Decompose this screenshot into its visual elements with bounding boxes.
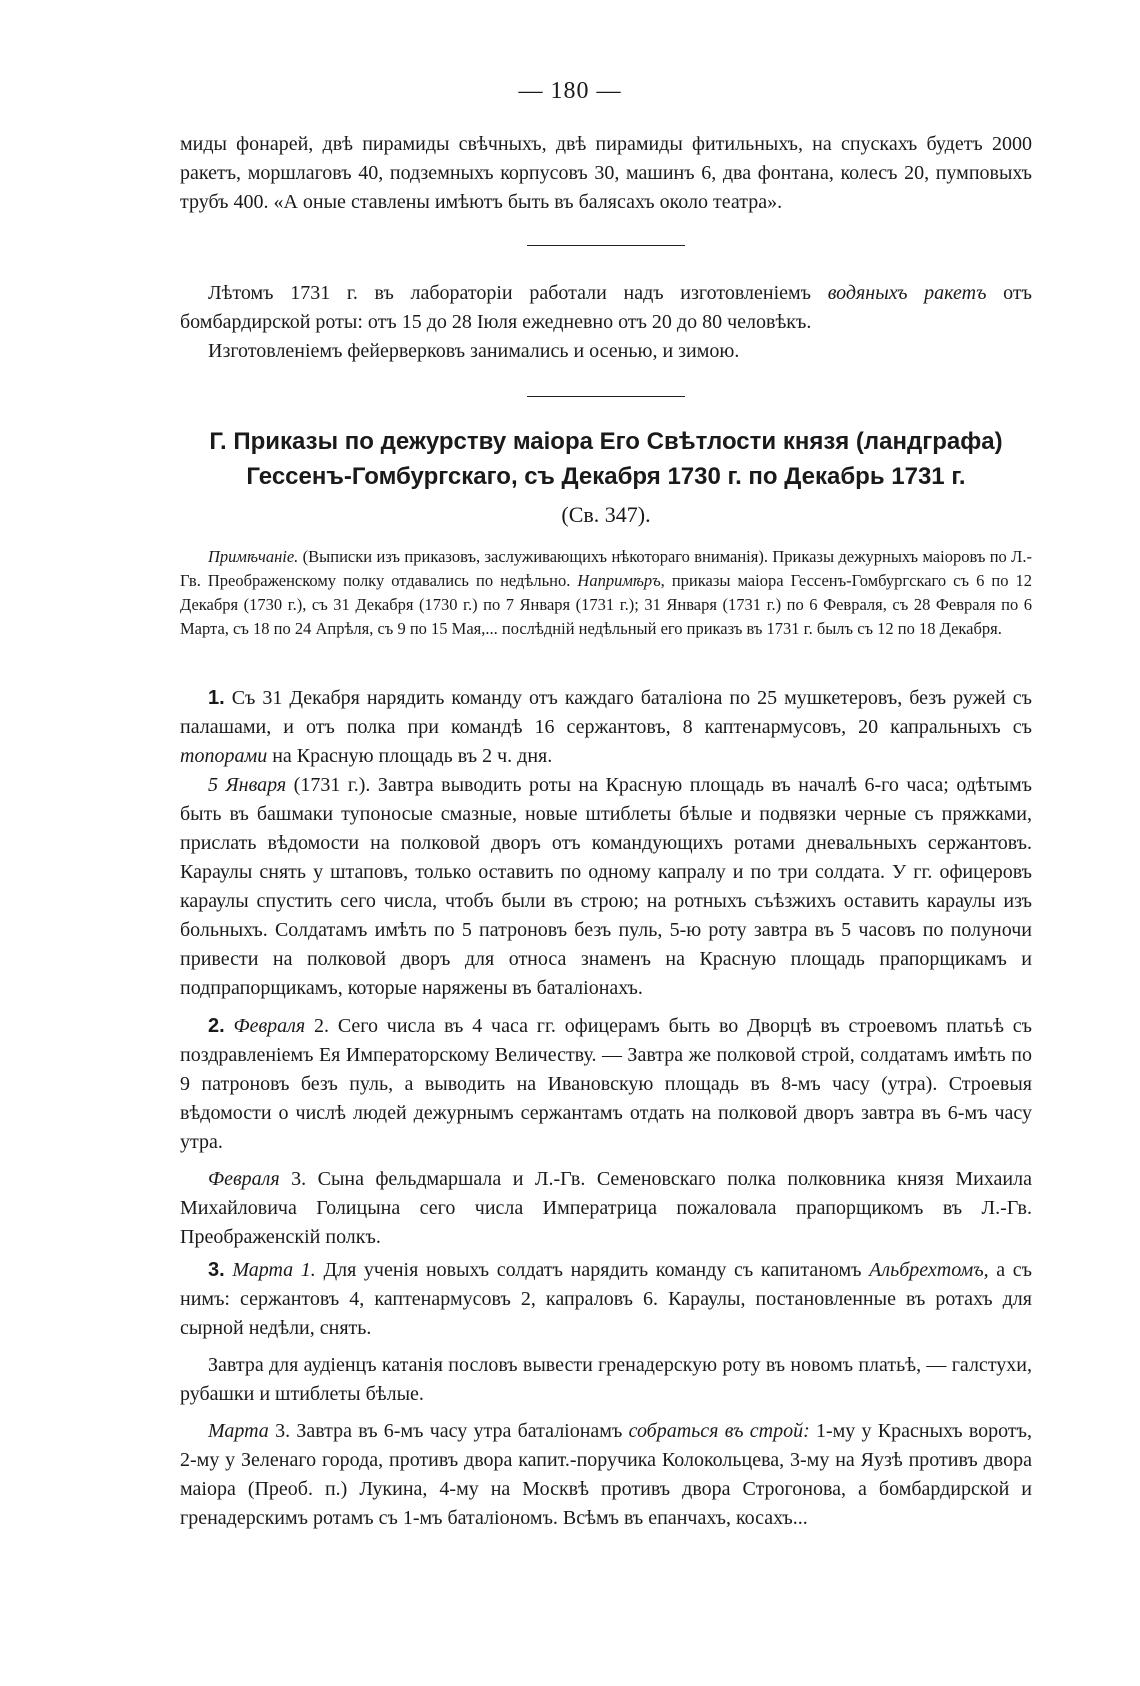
section-3-number: 3. <box>208 1259 225 1281</box>
section-1-p1 <box>180 684 1032 771</box>
section-1-number: 1. <box>208 687 225 709</box>
section-1-p1-em: топорами <box>180 745 268 767</box>
section-3-p1-em: Альбрехтомъ, <box>869 1259 989 1281</box>
section-3-p3-date: Марта <box>208 1420 269 1442</box>
section-3-p3 <box>180 1417 1032 1533</box>
note-example: Напримѣръ <box>577 571 661 590</box>
section-3-p1 <box>180 1256 1032 1343</box>
page-number: — 180 — <box>518 78 622 104</box>
section-2-p1 <box>180 1012 1032 1157</box>
note-text-a: (Выписки изъ приказовъ, заслуживающихъ нѣкотораго вниманія). Приказы дежурныхъ маіоровъ по Л.-Гв. Преображенскому полку отдавались по недѣльно. <box>180 547 1032 590</box>
note-text-b: , приказы маіора Гессенъ-Гомбургскаго съ 6 по 12 Декабря (1730 г.), съ 31 Декабря (1730 г.) по 7 Января (1731 г.); 31 Января (1731 г.) по 6 Февраля, съ 28 Февраля по 6 Марта, съ 18 по 24 Апрѣля, съ 9 по 15 Мая,... послѣдній недѣльный его приказъ въ 1731 г. былъ съ 12 по 18 Декабря. <box>180 571 1032 638</box>
section-3-p1-a: Для ученія новыхъ солдатъ нарядить команду съ капитаномъ <box>315 1259 870 1281</box>
intro-text: миды фонарей, двѣ пирамиды свѣчныхъ, двѣ пирамиды фитильныхъ, на спускахъ будетъ 2000 ракетъ, моршлаговъ 40, подземныхъ корпусовъ 30, машинъ 6, два фонтана, колесъ 20, пумповыхъ трубъ 400. «А оные ставлены имѣютъ быть въ балясахъ около театра». <box>180 133 1032 213</box>
section-3-p2: Завтра для аудіенцъ катанія пословъ вывести гренадерскую роту въ новомъ платьѣ, — галстухи, рубашки и штиблеты бѣлые. <box>180 1354 1032 1405</box>
section-1-p1-b: на Красную площадь въ 2 ч. дня. <box>267 745 553 767</box>
divider-2 <box>527 396 685 397</box>
section-3-p3-em: собраться въ строй: <box>628 1420 810 1442</box>
section-2 <box>180 1012 1032 1252</box>
summer-text-line2: Изготовленіемъ фейерверковъ занимались и осенью, и зимою. <box>208 340 740 362</box>
section-2-p2 <box>180 1165 1032 1252</box>
summer-paragraph <box>180 279 1032 366</box>
section-3-p3-a: 3. Завтра въ 6-мъ часу утра баталіонамъ <box>268 1420 629 1442</box>
section-3-p1-b: а съ нимъ: сержантовъ 4, каптенармусовъ 2, капраловъ 6. Караулы, постановленные въ ротахъ для сырной недѣли, снять. <box>180 1259 1032 1339</box>
section-2-p1-text: 2. Сего числа въ 4 часа гг. офицерамъ быть во Дворцѣ въ строевомъ платьѣ съ поздравленіемъ Ея Императорскому Величеству. — Завтра же полковой строй, солдатамъ имѣть по 9 патроновъ безъ пуль, а выводить на Ивановскую площадь въ 8-мъ часу (утра). Строевыя вѣдомости о числѣ людей дежурнымъ сержантамъ отдать на полковой дворъ завтра въ 6-мъ часу утра. <box>180 1015 1033 1153</box>
section-3-p1-date: Марта 1. <box>232 1259 316 1281</box>
divider-1 <box>527 245 685 246</box>
note-block <box>180 545 1032 641</box>
summer-text-b: отъ бомбардирской роты: отъ 15 до 28 Іюля ежедневно отъ 20 до 80 человѣкъ. <box>180 282 1032 333</box>
intro-paragraph <box>180 130 1032 217</box>
note-label: Примѣчаніе. <box>208 547 299 566</box>
source-reference: (Св. 347). <box>561 502 651 527</box>
note-text <box>180 545 1032 641</box>
section-1-p1-a: Съ 31 Декабря нарядить команду отъ каждаго баталіона по 25 мушкетеровъ, безъ ружей съ палашами, и отъ полка при командѣ 16 сержантовъ, 8 каптенармусовъ, 20 капральныхъ съ <box>180 687 1032 738</box>
section-2-number: 2. <box>208 1015 225 1037</box>
section-2-p2-text: 3. Сына фельдмаршала и Л.-Гв. Семеновскаго полка полковника князя Михаила Михайловича Голицына сего числа Императрица пожаловала прапорщикомъ въ Л.-Гв. Преображенскій полкъ. <box>180 1168 1032 1248</box>
section-title-line2: Гессенъ-Гомбургскаго, съ Декабря 1730 г. по Декабрь 1731 г. <box>246 463 966 490</box>
section-3-p3-b: 1-му у Красныхъ воротъ, 2-му у Зеленаго города, противъ двора капит.-поручика Колокольцева, 3-му на Яузѣ противъ двора маіора (Преоб. п.) Лукина, 4-му на Москвѣ противъ двора Строгонова, а бомбардирской и гренадерскимъ ротамъ съ 1-мъ баталіономъ. Всѣмъ въ епанчахъ, косахъ... <box>180 1420 1032 1529</box>
section-1-p2 <box>180 771 1032 1003</box>
summer-text-em: водяныхъ ракетъ <box>827 282 987 304</box>
section-1-p2-date: 5 Января <box>208 774 287 796</box>
summer-text <box>180 279 1032 337</box>
section-title-line1: Г. Приказы по дежурству маіора Его Свѣтлости князя (ландграфа) <box>209 428 1003 455</box>
section-1-p2-text: (1731 г.). Завтра выводить роты на Красную площадь въ началѣ 6-го часа; одѣтымъ быть въ башмаки тупоносые смазные, новые штиблеты бѣлые и подвязки черные съ пряжками, прислать вѣдомости на полковой дворъ отъ командующихъ ротами дневальныхъ сержантовъ. Караулы снять у штаповъ, только оставить по одному капралу и по три солдата. У гг. офицеровъ караулы спустить сего числа, чтобъ были въ строю; на ротныхъ съѣзжихъ оставить караулы изъ больныхъ. Солдатамъ имѣть по 5 патроновъ безъ пуль, 5-ю роту завтра въ 5 часовъ по полуночи привести на полковой дворъ для относа знаменъ на Красную площадь прапорщикамъ и подпрапорщикамъ, которые наряжены въ баталіонахъ. <box>180 774 1032 999</box>
summer-text-a: Лѣтомъ 1731 г. въ лабораторіи работали надъ изготовленіемъ <box>208 282 828 304</box>
section-2-p2-date: Февраля <box>208 1168 280 1190</box>
section-2-p1-date: Февраля <box>233 1015 306 1037</box>
section-1 <box>180 684 1032 1003</box>
section-3 <box>180 1256 1032 1533</box>
